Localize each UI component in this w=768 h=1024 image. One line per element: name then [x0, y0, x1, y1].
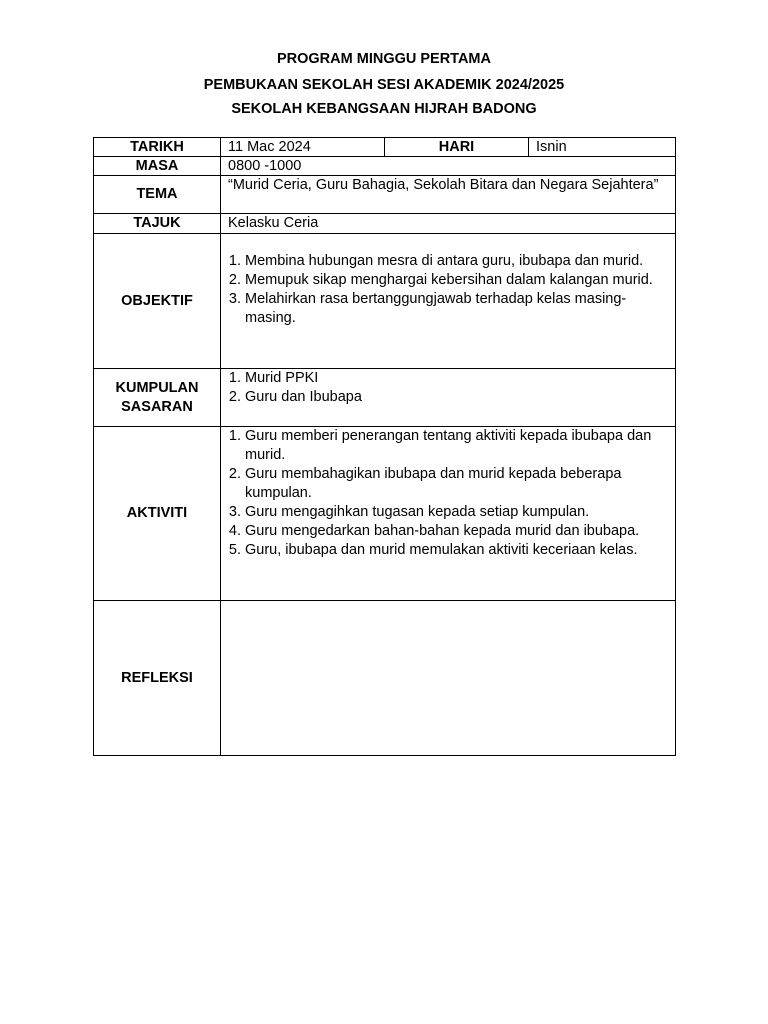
- kumpulan-label-line1: KUMPULAN: [115, 379, 199, 396]
- tarikh-label: TARIKH: [94, 138, 221, 157]
- masa-value: 0800 -1000: [221, 157, 676, 176]
- list-item: 5. Guru, ibubapa dan murid memulakan aktiviti keceriaan kelas.: [245, 541, 668, 560]
- aktiviti-cell: [221, 427, 676, 601]
- document-subtitle: PEMBUKAAN SEKOLAH SESI AKADEMIK 2024/2025: [203, 77, 565, 93]
- tema-label: TEMA: [94, 176, 221, 214]
- row-tajuk: [94, 214, 676, 234]
- list-item: 1. Membina hubungan mesra di antara guru, ibubapa dan murid.: [245, 252, 668, 271]
- masa-label: MASA: [94, 157, 221, 176]
- row-tarikh: [94, 138, 676, 157]
- row-kumpulan-sasaran: [94, 369, 676, 427]
- school-name: SEKOLAH KEBANGSAAN HIJRAH BADONG: [231, 101, 537, 117]
- tema-value: “Murid Ceria, Guru Bahagia, Sekolah Bitara dan Negara Sejahtera”: [221, 176, 676, 214]
- row-objektif: [94, 234, 676, 369]
- tajuk-value: Kelasku Ceria: [221, 214, 676, 234]
- aktiviti-list: [228, 427, 668, 560]
- tajuk-label: TAJUK: [94, 214, 221, 234]
- refleksi-value: [221, 601, 676, 756]
- hari-label: HARI: [385, 138, 529, 157]
- row-refleksi: [94, 601, 676, 756]
- list-item: 1. Murid PPKI: [245, 369, 668, 388]
- list-item: 3. Melahirkan rasa bertanggungjawab terhadap kelas masing-masing.: [245, 290, 668, 328]
- hari-value: Isnin: [529, 138, 676, 157]
- row-tema: [94, 176, 676, 214]
- list-item: 4. Guru mengedarkan bahan-bahan kepada murid dan ibubapa.: [245, 522, 668, 541]
- kumpulan-sasaran-label: [94, 369, 221, 427]
- row-masa: [94, 157, 676, 176]
- kumpulan-cell: [221, 369, 676, 427]
- list-item: 3. Guru mengagihkan tugasan kepada setiap kumpulan.: [245, 503, 668, 522]
- list-item: 2. Guru membahagikan ibubapa dan murid kepada beberapa kumpulan.: [245, 465, 668, 503]
- row-aktiviti: [94, 427, 676, 601]
- aktiviti-label: AKTIVITI: [94, 427, 221, 601]
- list-item: 1. Guru memberi penerangan tentang aktiviti kepada ibubapa dan murid.: [245, 427, 668, 465]
- tarikh-value: 11 Mac 2024: [221, 138, 385, 157]
- document-title: PROGRAM MINGGU PERTAMA: [276, 51, 491, 67]
- refleksi-label: REFLEKSI: [94, 601, 221, 756]
- objektif-list: [228, 252, 668, 328]
- objektif-label: OBJEKTIF: [94, 234, 221, 369]
- kumpulan-list: [228, 369, 668, 407]
- list-item: 2. Memupuk sikap menghargai kebersihan dalam kalangan murid.: [245, 271, 668, 290]
- program-table: [93, 137, 676, 756]
- objektif-cell: [221, 234, 676, 369]
- kumpulan-label-line2: SASARAN: [121, 398, 193, 415]
- list-item: 2. Guru dan Ibubapa: [245, 388, 668, 407]
